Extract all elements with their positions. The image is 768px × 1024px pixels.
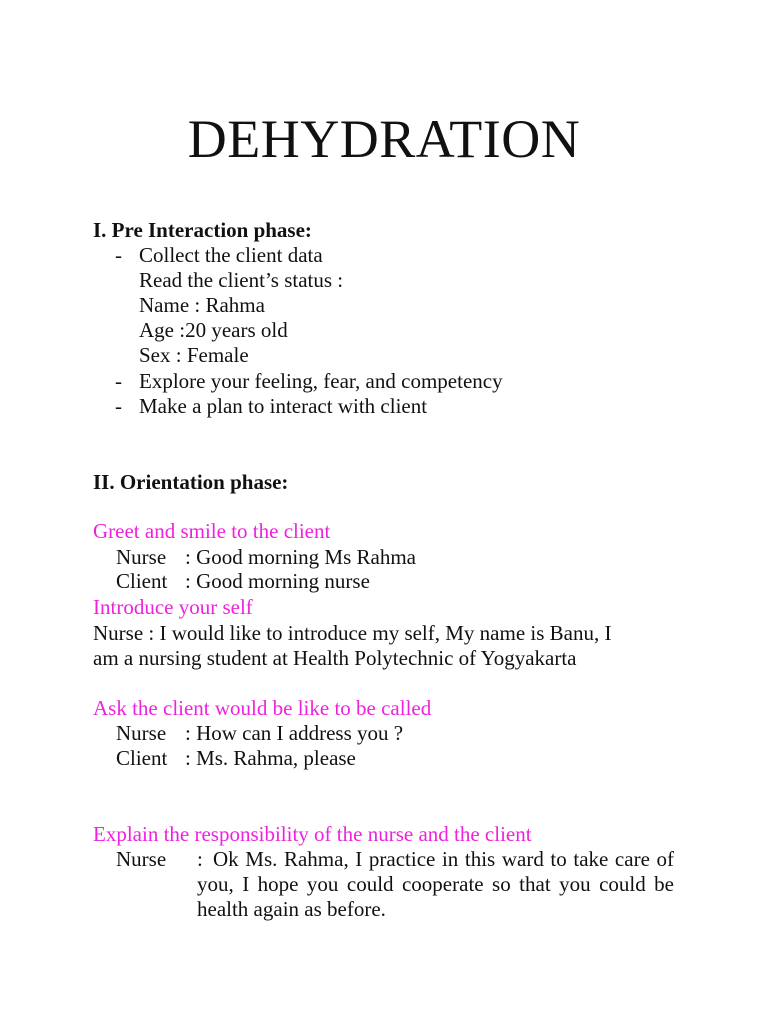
item-collect-data: Collect the client data — [139, 243, 323, 267]
document-title: DEHYDRATION — [187, 109, 581, 169]
introduce-line-2: am a nursing student at Health Polytechnic of Yogyakarta — [93, 646, 577, 670]
item-read-status: Read the client’s status : — [139, 268, 344, 292]
section-2-heading: II. Orientation phase: — [93, 470, 289, 494]
dialogue-text: : Good morning nurse — [185, 569, 370, 593]
explain-instruction: Explain the responsibility of the nurse and the client — [93, 822, 532, 846]
dialogue-text: : Ms. Rahma, please — [185, 746, 356, 770]
speaker-label: Nurse — [116, 847, 167, 871]
dialogue-text: : How can I address you ? — [185, 721, 404, 745]
dash-bullet: - — [115, 369, 122, 393]
item-age: Age :20 years old — [139, 318, 288, 342]
speaker-label: Nurse — [116, 545, 167, 569]
item-make-plan: Make a plan to interact with client — [139, 394, 428, 418]
greet-instruction: Greet and smile to the client — [93, 519, 331, 543]
speaker-label: Nurse — [116, 721, 167, 745]
speaker-label: Client — [116, 746, 168, 770]
section-1-heading: I. Pre Interaction phase: — [93, 218, 312, 242]
introduce-line-1: Nurse : I would like to introduce my self, My name is Banu, I — [93, 621, 612, 645]
dash-bullet: - — [115, 394, 122, 418]
item-explore-feeling: Explore your feeling, fear, and competency — [139, 369, 503, 393]
dialogue-separator: : — [197, 847, 203, 871]
introduce-instruction: Introduce your self — [93, 595, 253, 619]
dash-bullet: - — [115, 243, 122, 267]
explain-paragraph: Ok Ms. Rahma, I practice in this ward to take care of you, I hope you could cooperate so that you could be health again as before. — [197, 847, 674, 921]
dialogue-text: : Good morning Ms Rahma — [185, 545, 416, 569]
speaker-label: Client — [116, 569, 168, 593]
item-sex: Sex : Female — [139, 343, 249, 367]
ask-instruction: Ask the client would be like to be called — [93, 696, 432, 720]
item-name: Name : Rahma — [139, 293, 265, 317]
